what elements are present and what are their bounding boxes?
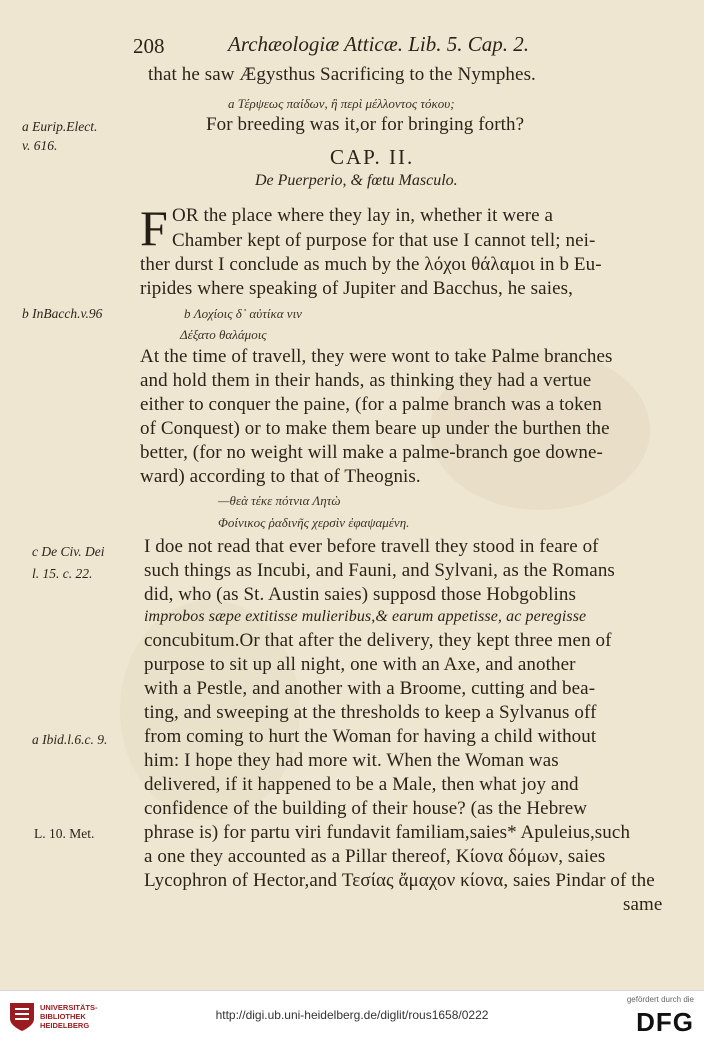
- text-line-18: purpose to sit up all night, one with an Axe, and another: [144, 654, 576, 675]
- text-line-16: improbos sæpe extitisse mulieribus,& earum appetisse, ac peregisse: [144, 608, 587, 625]
- text-line-23: delivered, if it happened to be a Male, then what joy and: [144, 774, 579, 795]
- text-line-3: OR the place where they lay in, whether it were a: [172, 205, 554, 226]
- text-line-1: that he saw Ægysthus Sacrificing to the Nymphes.: [148, 64, 536, 85]
- page-number: 208: [133, 34, 165, 58]
- margin-note-ibid: a Ibid.l.6.c. 9.: [32, 732, 108, 747]
- viewer-footer: [0, 990, 704, 1046]
- text-line-27: Lycophron of Hector,and Τεσίας ἄμαχον κίονα, saies Pindar of the: [144, 870, 655, 891]
- text-line-4: Chamber kept of purpose for that use I cannot tell; nei-: [172, 230, 596, 251]
- drop-cap: F: [140, 200, 168, 256]
- dfg-logo[interactable]: DFG: [636, 1007, 694, 1037]
- greek-quote-5: Φοίνικος ῥαδινῆς χερσὶν ἐφαψαμένη.: [218, 515, 410, 530]
- text-line-9: either to conquer the paine, (for a palme branch was a token: [140, 394, 602, 415]
- text-line-11: better, (for no weight will make a palme-branch goe downe-: [140, 442, 603, 463]
- text-line-26: a one they accounted as a Pillar thereof, Κίονα δόμων, saies: [144, 846, 606, 867]
- text-line-13: I doe not read that ever before travell they stood in feare of: [144, 536, 599, 557]
- text-line-19: with a Pestle, and another with a Broome, cutting and bea-: [144, 678, 596, 699]
- text-line-21: from coming to hurt the Woman for having a child without: [144, 726, 597, 747]
- margin-note-verse: v. 616.: [22, 138, 58, 153]
- margin-note-eurip: a Eurip.Elect.: [22, 119, 98, 134]
- greek-quote-3: Δέξατο θαλάμοις: [180, 327, 267, 342]
- library-name: UNIVERSITÄTS- BIBLIOTHEK HEIDELBERG: [40, 1003, 98, 1030]
- text-line-15: did, who (as St. Austin saies) supposd those Hobgoblins: [144, 584, 576, 605]
- text-line-20: ting, and sweeping at the thresholds to keep a Sylvanus off: [144, 702, 597, 723]
- funded-by-label: gefördert durch die: [626, 995, 694, 1004]
- text-line-24: confidence of the building of their house? (as the Hebrew: [144, 798, 588, 819]
- greek-quote-4: —θεὰ τέκε πότνια Λητὼ: [218, 493, 341, 508]
- greek-quote-2: b Λοχίοις δ᾽ αὐτίκα νιν: [184, 306, 302, 321]
- chapter-subtitle: De Puerperio, & fœtu Masculo.: [255, 172, 458, 189]
- margin-note-civ-dei: c De Civ. Dei: [32, 544, 105, 559]
- permalink-url[interactable]: http://digi.ub.uni-heidelberg.de/diglit/rous1658/0222: [215, 1008, 489, 1022]
- text-line-25: phrase is) for partu viri fundavit familiam,saies* Apuleius,such: [144, 822, 631, 843]
- text-line-28: same: [623, 894, 663, 915]
- text-line-12: ward) according to that of Theognis.: [140, 466, 421, 487]
- chapter-title: CAP. II.: [330, 145, 415, 169]
- text-line-7: At the time of travell, they were wont to take Palme branches: [140, 346, 613, 367]
- text-line-10: of Conquest) or to make them beare up under the burthen the: [140, 418, 610, 439]
- text-line-5: ther durst I conclude as much by the λόχοι θάλαμοι in b Eu-: [140, 254, 602, 275]
- margin-note-bacch: b InBacch.v.96: [22, 306, 103, 321]
- text-line-14: such things as Incubi, and Fauni, and Sylvani, as the Romans: [144, 560, 615, 581]
- margin-note-met: L. 10. Met.: [34, 826, 95, 841]
- text-line-22: him: I hope they had more wit. When the Woman was: [144, 750, 559, 771]
- running-head: Archæologiæ Atticæ. Lib. 5. Cap. 2.: [228, 32, 530, 56]
- text-line-8: and hold them in their hands, as thinking they had a vertue: [140, 370, 592, 391]
- text-line-2: For breeding was it,or for bringing forth?: [206, 114, 525, 135]
- text-line-17: concubitum.Or that after the delivery, they kept three men of: [144, 630, 612, 651]
- text-line-6: ripides where speaking of Jupiter and Bacchus, he saies,: [140, 278, 573, 299]
- greek-quote-1: a Τέρψεως παίδων, ἢ περὶ μέλλοντος τόκου;: [228, 96, 455, 111]
- margin-note-civ-dei-ref: l. 15. c. 22.: [32, 566, 93, 581]
